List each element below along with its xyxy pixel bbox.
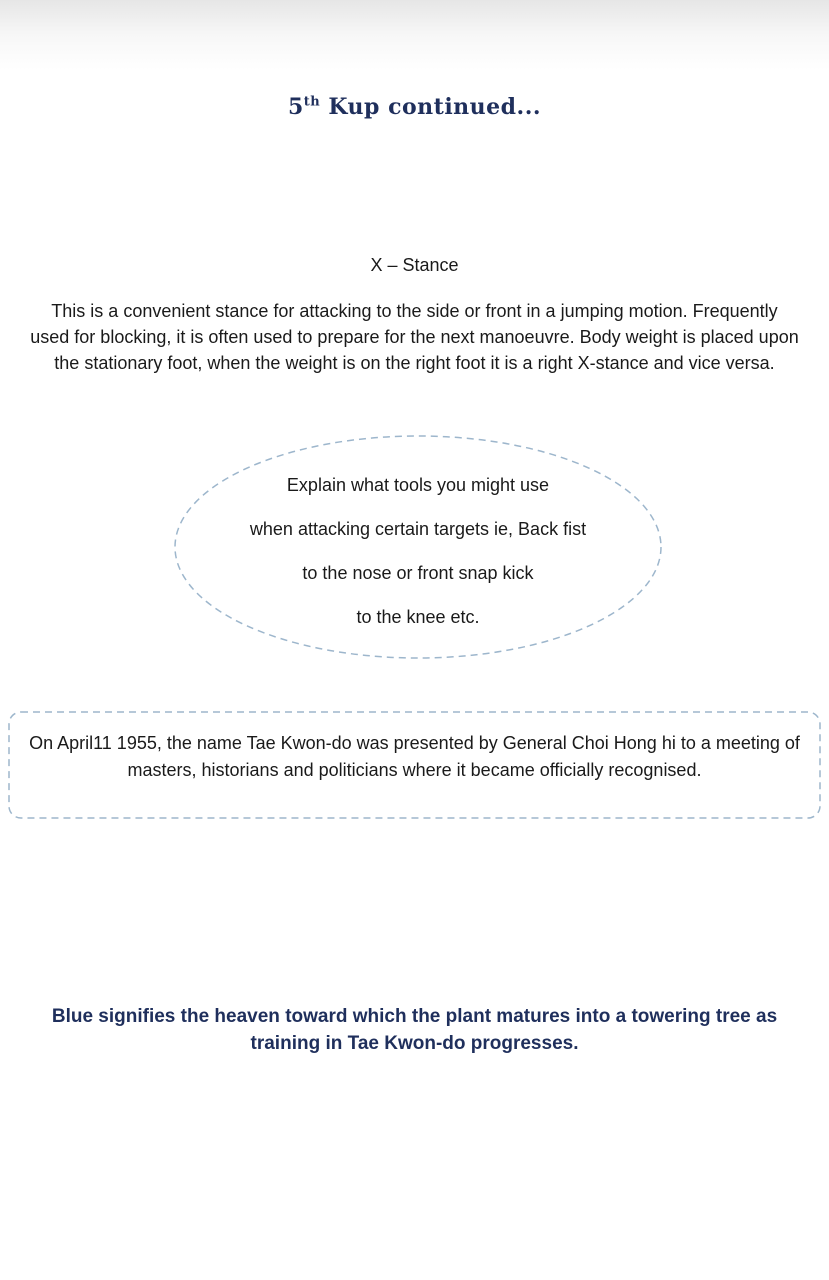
history-text: On April11 1955, the name Tae Kwon-do was presented by General Choi Hong hi to a meeting of masters, historians and politicians where it became officially recognised.: [29, 733, 800, 780]
exercise-line: to the nose or front snap kick: [302, 563, 534, 583]
page-heading: [0, 94, 829, 120]
belt-meaning-text: Blue signifies the heaven toward which the plant matures into a towering tree as training in Tae Kwon-do progresses.: [51, 1006, 778, 1054]
heading-ordinal-suffix: th: [303, 94, 321, 110]
exercise-oval: [172, 433, 664, 661]
heading-number: 5: [287, 94, 304, 120]
exercise-text: [172, 463, 664, 639]
history-box: [8, 711, 821, 819]
top-shade: [0, 0, 829, 70]
heading-text: Kup continued...: [328, 94, 542, 120]
stance-title: X – Stance: [370, 255, 459, 275]
exercise-line: Explain what tools you might use: [286, 475, 550, 495]
stance-description: This is a convenient stance for attacking to the side or front in a jumping motion. Frequently used for blocking, it is often used to prepare for the next manoeuvre. Body weight is placed upon the stationary foot, when the weight is on the right foot it is a right X-stance and vice versa.: [30, 301, 799, 373]
exercise-line: to the knee etc.: [356, 607, 480, 627]
exercise-line: when attacking certain targets ie, Back fist: [249, 519, 587, 539]
